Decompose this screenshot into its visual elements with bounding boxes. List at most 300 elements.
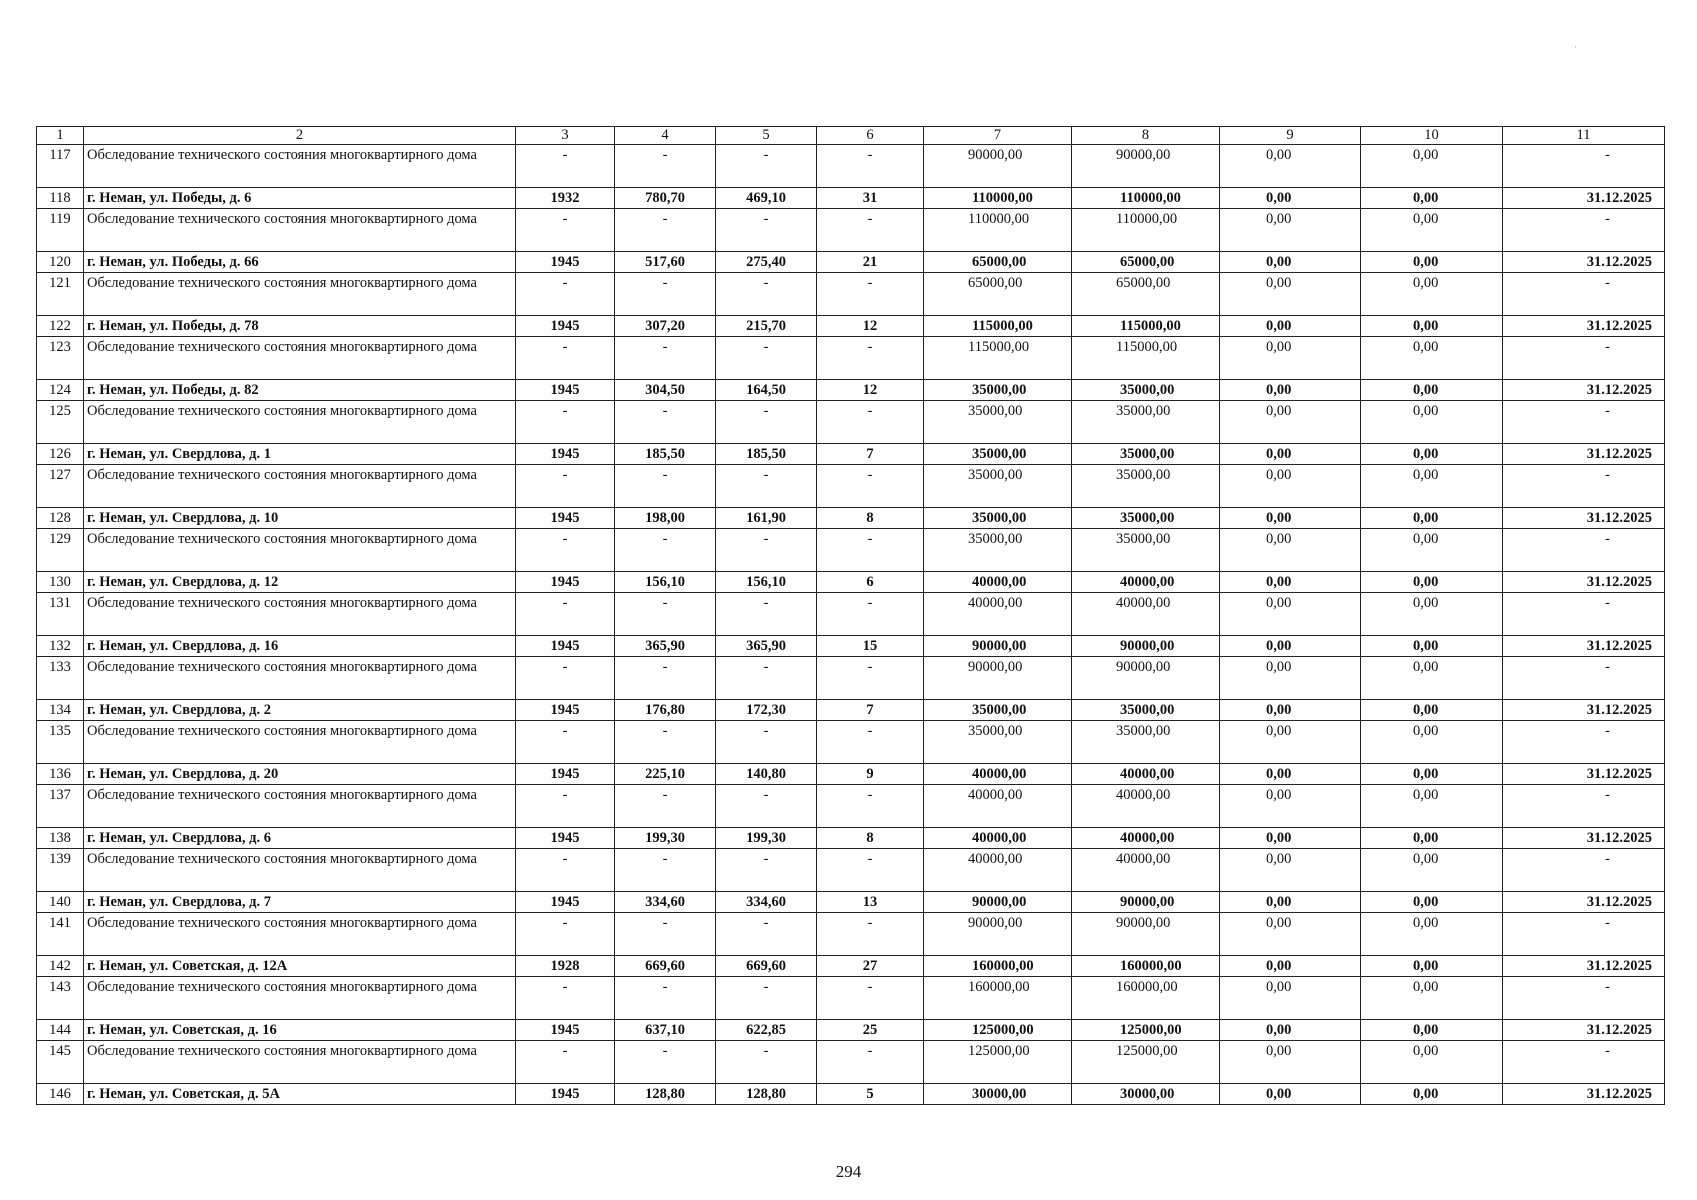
row-number-cell: 124 [37,380,84,401]
object-name-cell: г. Неман, ул. Победы, д. 66 [84,252,516,273]
budget-cost-cell: 0,00 [1220,977,1361,1020]
column-number-cell: 8 [1072,127,1220,145]
living-area-cell: 365,90 [716,636,817,657]
other-cost-cell: 0,00 [1361,337,1503,380]
total-cost-cell: 35000,00 [924,465,1072,508]
deadline-cell: 31.12.2025 [1503,444,1665,465]
fund-cost-cell: 35000,00 [1072,529,1220,572]
living-area-cell: - [716,145,817,188]
residents-cell: 13 [817,892,924,913]
fund-cost-cell: 35000,00 [1072,508,1220,529]
budget-cost-cell: 0,00 [1220,913,1361,956]
living-area-cell: - [716,465,817,508]
total-area-cell: 199,30 [615,828,716,849]
living-area-cell: - [716,337,817,380]
deadline-cell: 31.12.2025 [1503,700,1665,721]
building-row [37,764,1665,785]
column-number-cell: 4 [615,127,716,145]
fund-cost-cell: 90000,00 [1072,145,1220,188]
living-area-cell: - [716,593,817,636]
row-number-cell: 129 [37,529,84,572]
other-cost-cell: 0,00 [1361,956,1503,977]
total-area-cell: 304,50 [615,380,716,401]
total-cost-cell: 40000,00 [924,828,1072,849]
budget-cost-cell: 0,00 [1220,593,1361,636]
table-body [37,127,1665,1105]
row-number-cell: 128 [37,508,84,529]
building-row [37,380,1665,401]
budget-cost-cell: 0,00 [1220,1020,1361,1041]
column-number-cell: 3 [516,127,615,145]
total-cost-cell: 65000,00 [924,273,1072,316]
living-area-cell: - [716,209,817,252]
deadline-cell: 31.12.2025 [1503,956,1665,977]
row-number-cell: 127 [37,465,84,508]
total-area-cell: 198,00 [615,508,716,529]
total-area-cell: 334,60 [615,892,716,913]
total-cost-cell: 90000,00 [924,636,1072,657]
row-number-cell: 134 [37,700,84,721]
living-area-cell: - [716,721,817,764]
residents-cell: - [817,1041,924,1084]
year-built-cell: - [516,913,615,956]
object-name-cell: г. Неман, ул. Свердлова, д. 6 [84,828,516,849]
work-row [37,785,1665,828]
living-area-cell: 334,60 [716,892,817,913]
document-table-container [36,126,1664,1105]
building-row [37,956,1665,977]
other-cost-cell: 0,00 [1361,700,1503,721]
object-name-cell: Обследование технического состояния многоквартирного дома [84,977,516,1020]
total-cost-cell: 125000,00 [924,1020,1072,1041]
row-number-cell: 146 [37,1084,84,1105]
fund-cost-cell: 40000,00 [1072,764,1220,785]
total-area-cell: - [615,785,716,828]
fund-cost-cell: 115000,00 [1072,316,1220,337]
total-area-cell: - [615,465,716,508]
work-row [37,593,1665,636]
column-number-cell: 5 [716,127,817,145]
fund-cost-cell: 40000,00 [1072,572,1220,593]
residents-cell: - [817,145,924,188]
object-name-cell: г. Неман, ул. Советская, д. 12А [84,956,516,977]
object-name-cell: Обследование технического состояния многоквартирного дома [84,849,516,892]
fund-cost-cell: 125000,00 [1072,1020,1220,1041]
budget-cost-cell: 0,00 [1220,380,1361,401]
object-name-cell: г. Неман, ул. Свердлова, д. 20 [84,764,516,785]
living-area-cell: 156,10 [716,572,817,593]
year-built-cell: 1945 [516,444,615,465]
fund-cost-cell: 40000,00 [1072,849,1220,892]
total-area-cell: - [615,657,716,700]
row-number-cell: 136 [37,764,84,785]
row-number-cell: 138 [37,828,84,849]
living-area-cell: 275,40 [716,252,817,273]
budget-cost-cell: 0,00 [1220,956,1361,977]
work-row [37,465,1665,508]
object-name-cell: г. Неман, ул. Советская, д. 16 [84,1020,516,1041]
deadline-cell: 31.12.2025 [1503,508,1665,529]
building-row [37,636,1665,657]
deadline-cell: - [1503,529,1665,572]
total-cost-cell: 35000,00 [924,401,1072,444]
other-cost-cell: 0,00 [1361,1020,1503,1041]
year-built-cell: - [516,657,615,700]
object-name-cell: г. Неман, ул. Победы, д. 6 [84,188,516,209]
living-area-cell: 199,30 [716,828,817,849]
column-number-cell: 1 [37,127,84,145]
budget-cost-cell: 0,00 [1220,700,1361,721]
living-area-cell: 164,50 [716,380,817,401]
fund-cost-cell: 115000,00 [1072,337,1220,380]
row-number-cell: 135 [37,721,84,764]
other-cost-cell: 0,00 [1361,209,1503,252]
residents-cell: - [817,401,924,444]
fund-cost-cell: 90000,00 [1072,657,1220,700]
deadline-cell: - [1503,337,1665,380]
deadline-cell: - [1503,849,1665,892]
fund-cost-cell: 40000,00 [1072,593,1220,636]
object-name-cell: Обследование технического состояния многоквартирного дома [84,337,516,380]
budget-cost-cell: 0,00 [1220,145,1361,188]
year-built-cell: - [516,337,615,380]
scan-mark: · [1574,42,1577,52]
total-cost-cell: 35000,00 [924,380,1072,401]
total-area-cell: - [615,721,716,764]
other-cost-cell: 0,00 [1361,188,1503,209]
building-row [37,316,1665,337]
living-area-cell: 622,85 [716,1020,817,1041]
year-built-cell: - [516,273,615,316]
fund-cost-cell: 110000,00 [1072,209,1220,252]
other-cost-cell: 0,00 [1361,380,1503,401]
other-cost-cell: 0,00 [1361,636,1503,657]
total-cost-cell: 160000,00 [924,977,1072,1020]
total-cost-cell: 115000,00 [924,316,1072,337]
budget-cost-cell: 0,00 [1220,636,1361,657]
other-cost-cell: 0,00 [1361,828,1503,849]
budget-cost-cell: 0,00 [1220,209,1361,252]
column-number-cell: 10 [1361,127,1503,145]
living-area-cell: - [716,1041,817,1084]
fund-cost-cell: 110000,00 [1072,188,1220,209]
total-area-cell: - [615,1041,716,1084]
row-number-cell: 126 [37,444,84,465]
total-area-cell: - [615,593,716,636]
row-number-cell: 145 [37,1041,84,1084]
deadline-cell: - [1503,465,1665,508]
living-area-cell: - [716,657,817,700]
fund-cost-cell: 65000,00 [1072,273,1220,316]
fund-cost-cell: 35000,00 [1072,721,1220,764]
total-cost-cell: 40000,00 [924,849,1072,892]
row-number-cell: 137 [37,785,84,828]
row-number-cell: 141 [37,913,84,956]
object-name-cell: г. Неман, ул. Свердлова, д. 7 [84,892,516,913]
object-name-cell: Обследование технического состояния многоквартирного дома [84,785,516,828]
row-number-cell: 120 [37,252,84,273]
deadline-cell: - [1503,913,1665,956]
year-built-cell: 1945 [516,1084,615,1105]
object-name-cell: Обследование технического состояния многоквартирного дома [84,529,516,572]
year-built-cell: - [516,785,615,828]
budget-cost-cell: 0,00 [1220,252,1361,273]
living-area-cell: - [716,785,817,828]
fund-cost-cell: 40000,00 [1072,785,1220,828]
other-cost-cell: 0,00 [1361,508,1503,529]
fund-cost-cell: 35000,00 [1072,700,1220,721]
living-area-cell: - [716,273,817,316]
total-cost-cell: 30000,00 [924,1084,1072,1105]
work-row [37,977,1665,1020]
object-name-cell: Обследование технического состояния многоквартирного дома [84,209,516,252]
budget-cost-cell: 0,00 [1220,337,1361,380]
budget-cost-cell: 0,00 [1220,508,1361,529]
budget-cost-cell: 0,00 [1220,828,1361,849]
fund-cost-cell: 160000,00 [1072,956,1220,977]
other-cost-cell: 0,00 [1361,657,1503,700]
year-built-cell: 1928 [516,956,615,977]
building-row [37,828,1665,849]
budget-cost-cell: 0,00 [1220,657,1361,700]
row-number-cell: 144 [37,1020,84,1041]
deadline-cell: - [1503,721,1665,764]
year-built-cell: 1945 [516,508,615,529]
other-cost-cell: 0,00 [1361,572,1503,593]
residents-cell: - [817,209,924,252]
other-cost-cell: 0,00 [1361,401,1503,444]
total-cost-cell: 160000,00 [924,956,1072,977]
budget-cost-cell: 0,00 [1220,273,1361,316]
total-area-cell: 128,80 [615,1084,716,1105]
row-number-cell: 119 [37,209,84,252]
deadline-cell: 31.12.2025 [1503,1084,1665,1105]
fund-cost-cell: 160000,00 [1072,977,1220,1020]
total-cost-cell: 90000,00 [924,892,1072,913]
total-area-cell: 225,10 [615,764,716,785]
fund-cost-cell: 90000,00 [1072,636,1220,657]
living-area-cell: 215,70 [716,316,817,337]
row-number-cell: 139 [37,849,84,892]
residents-cell: 8 [817,508,924,529]
deadline-cell: - [1503,209,1665,252]
total-cost-cell: 35000,00 [924,721,1072,764]
deadline-cell: - [1503,657,1665,700]
total-cost-cell: 110000,00 [924,209,1072,252]
residents-cell: - [817,657,924,700]
fund-cost-cell: 35000,00 [1072,401,1220,444]
deadline-cell: 31.12.2025 [1503,1020,1665,1041]
total-area-cell: - [615,273,716,316]
work-row [37,849,1665,892]
fund-cost-cell: 125000,00 [1072,1041,1220,1084]
residents-cell: - [817,721,924,764]
year-built-cell: 1945 [516,828,615,849]
total-area-cell: 365,90 [615,636,716,657]
deadline-cell: 31.12.2025 [1503,828,1665,849]
row-number-cell: 122 [37,316,84,337]
work-row [37,913,1665,956]
year-built-cell: 1945 [516,572,615,593]
object-name-cell: г. Неман, ул. Свердлова, д. 12 [84,572,516,593]
total-area-cell: - [615,529,716,572]
year-built-cell: 1945 [516,380,615,401]
total-area-cell: - [615,977,716,1020]
object-name-cell: г. Неман, ул. Победы, д. 78 [84,316,516,337]
deadline-cell: - [1503,785,1665,828]
living-area-cell: 128,80 [716,1084,817,1105]
budget-cost-cell: 0,00 [1220,465,1361,508]
total-area-cell: 307,20 [615,316,716,337]
fund-cost-cell: 35000,00 [1072,444,1220,465]
residents-cell: - [817,465,924,508]
other-cost-cell: 0,00 [1361,593,1503,636]
year-built-cell: - [516,401,615,444]
deadline-cell: 31.12.2025 [1503,636,1665,657]
total-cost-cell: 115000,00 [924,337,1072,380]
column-number-cell: 2 [84,127,516,145]
budget-cost-cell: 0,00 [1220,188,1361,209]
object-name-cell: г. Неман, ул. Советская, д. 5А [84,1084,516,1105]
residents-cell: 8 [817,828,924,849]
work-row [37,273,1665,316]
residents-cell: 7 [817,700,924,721]
fund-cost-cell: 90000,00 [1072,913,1220,956]
total-area-cell: 185,50 [615,444,716,465]
work-row [37,145,1665,188]
column-number-row [37,127,1665,145]
year-built-cell: 1945 [516,700,615,721]
row-number-cell: 117 [37,145,84,188]
total-area-cell: - [615,209,716,252]
residents-cell: 5 [817,1084,924,1105]
residents-cell: - [817,337,924,380]
object-name-cell: Обследование технического состояния многоквартирного дома [84,145,516,188]
total-area-cell: - [615,337,716,380]
fund-cost-cell: 90000,00 [1072,892,1220,913]
living-area-cell: 185,50 [716,444,817,465]
work-row [37,721,1665,764]
deadline-cell: - [1503,1041,1665,1084]
object-name-cell: г. Неман, ул. Победы, д. 82 [84,380,516,401]
residents-cell: 21 [817,252,924,273]
total-cost-cell: 110000,00 [924,188,1072,209]
other-cost-cell: 0,00 [1361,1041,1503,1084]
other-cost-cell: 0,00 [1361,913,1503,956]
object-name-cell: г. Неман, ул. Свердлова, д. 1 [84,444,516,465]
residents-cell: - [817,849,924,892]
total-cost-cell: 35000,00 [924,529,1072,572]
other-cost-cell: 0,00 [1361,764,1503,785]
building-row [37,892,1665,913]
object-name-cell: Обследование технического состояния многоквартирного дома [84,721,516,764]
other-cost-cell: 0,00 [1361,529,1503,572]
row-number-cell: 140 [37,892,84,913]
total-area-cell: 176,80 [615,700,716,721]
budget-cost-cell: 0,00 [1220,849,1361,892]
total-cost-cell: 40000,00 [924,764,1072,785]
work-row [37,401,1665,444]
building-row [37,700,1665,721]
deadline-cell: 31.12.2025 [1503,316,1665,337]
budget-cost-cell: 0,00 [1220,764,1361,785]
total-cost-cell: 90000,00 [924,657,1072,700]
deadline-cell: - [1503,593,1665,636]
deadline-cell: 31.12.2025 [1503,252,1665,273]
residents-cell: - [817,593,924,636]
total-cost-cell: 40000,00 [924,593,1072,636]
total-area-cell: - [615,913,716,956]
building-row [37,572,1665,593]
year-built-cell: 1945 [516,1020,615,1041]
year-built-cell: - [516,721,615,764]
building-row [37,508,1665,529]
other-cost-cell: 0,00 [1361,252,1503,273]
year-built-cell: - [516,1041,615,1084]
budget-cost-cell: 0,00 [1220,721,1361,764]
work-row [37,657,1665,700]
deadline-cell: 31.12.2025 [1503,892,1665,913]
budget-cost-cell: 0,00 [1220,1084,1361,1105]
building-row [37,1084,1665,1105]
deadline-cell: 31.12.2025 [1503,764,1665,785]
object-name-cell: Обследование технического состояния многоквартирного дома [84,593,516,636]
building-row [37,1020,1665,1041]
other-cost-cell: 0,00 [1361,721,1503,764]
year-built-cell: - [516,209,615,252]
row-number-cell: 131 [37,593,84,636]
residents-cell: - [817,273,924,316]
total-area-cell: 669,60 [615,956,716,977]
residents-cell: 7 [817,444,924,465]
column-number-cell: 6 [817,127,924,145]
other-cost-cell: 0,00 [1361,273,1503,316]
object-name-cell: Обследование технического состояния многоквартирного дома [84,1041,516,1084]
deadline-cell: - [1503,273,1665,316]
row-number-cell: 143 [37,977,84,1020]
other-cost-cell: 0,00 [1361,145,1503,188]
total-cost-cell: 35000,00 [924,508,1072,529]
total-cost-cell: 90000,00 [924,913,1072,956]
building-row [37,252,1665,273]
object-name-cell: г. Неман, ул. Свердлова, д. 10 [84,508,516,529]
total-area-cell: 517,60 [615,252,716,273]
residents-cell: 15 [817,636,924,657]
object-name-cell: Обследование технического состояния многоквартирного дома [84,273,516,316]
living-area-cell: 161,90 [716,508,817,529]
building-row [37,444,1665,465]
living-area-cell: 172,30 [716,700,817,721]
year-built-cell: 1945 [516,892,615,913]
row-number-cell: 142 [37,956,84,977]
total-cost-cell: 40000,00 [924,572,1072,593]
object-name-cell: Обследование технического состояния многоквартирного дома [84,465,516,508]
year-built-cell: - [516,849,615,892]
year-built-cell: - [516,145,615,188]
budget-cost-cell: 0,00 [1220,444,1361,465]
row-number-cell: 118 [37,188,84,209]
work-row [37,529,1665,572]
object-name-cell: Обследование технического состояния многоквартирного дома [84,401,516,444]
total-cost-cell: 40000,00 [924,785,1072,828]
budget-cost-cell: 0,00 [1220,572,1361,593]
residents-cell: 31 [817,188,924,209]
page-number: 294 [835,1162,862,1181]
row-number-cell: 123 [37,337,84,380]
residents-cell: 9 [817,764,924,785]
year-built-cell: - [516,593,615,636]
budget-cost-cell: 0,00 [1220,401,1361,444]
